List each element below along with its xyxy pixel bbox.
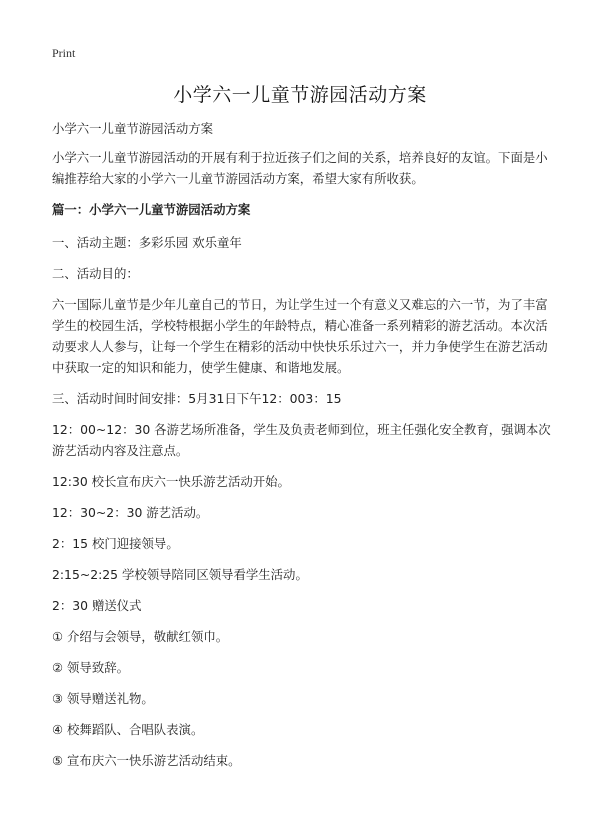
section-heading: 篇一：小学六一儿童节游园活动方案: [52, 202, 251, 217]
schedule-item: 12:30 校长宣布庆六一快乐游艺活动开始。: [52, 474, 290, 489]
schedule-item: 12：30~2：30 游艺活动。: [52, 505, 209, 520]
schedule-item: 2：15 校门迎接领导。: [52, 536, 179, 551]
theme-line: 一、活动主题：多彩乐园 欢乐童年: [52, 235, 242, 250]
page-title: 小学六一儿童节游园活动方案: [173, 84, 427, 106]
document-body: [52, 118, 552, 781]
purpose-heading: 二、活动目的：: [52, 266, 139, 281]
ceremony-item: ⑤ 宣布庆六一快乐游艺活动结束。: [52, 753, 241, 768]
print-label: Print: [52, 46, 76, 60]
ceremony-item: ① 介绍与会领导，敬献红领巾。: [52, 629, 229, 644]
schedule-heading: 三、活动时间时间安排：5月31日下午12：003：15: [52, 391, 342, 406]
subtitle: 小学六一儿童节游园活动方案: [52, 121, 214, 136]
ceremony-item: ④ 校舞蹈队、合唱队表演。: [52, 722, 204, 737]
ceremony-item: ③ 领导赠送礼物。: [52, 691, 154, 706]
intro-paragraph: 小学六一儿童节游园活动的开展有利于拉近孩子们之间的关系，培养良好的友谊。下面是小编推荐给大家的小学六一儿童节游园活动方案，希望大家有所收获。: [52, 150, 548, 186]
schedule-item: 2:15~2:25 学校领导陪同区领导看学生活动。: [52, 567, 308, 582]
schedule-item: 2：30 赠送仪式: [52, 598, 142, 613]
ceremony-item: ② 领导致辞。: [52, 660, 129, 675]
schedule-item: 12：00~12：30 各游艺场所准备，学生及负责老师到位，班主任强化安全教育，强调本次游艺活动内容及注意点。: [52, 422, 551, 458]
purpose-paragraph: 六一国际儿童节是少年儿童自己的节日，为让学生过一个有意义又难忘的六一节，为了丰富学生的校园生活，学校特根据小学生的年龄特点，精心准备一系列精彩的游艺活动。本次活动要求人人参与，让每一个学生在精彩的活动中快快乐乐过六一，并力争使学生在游艺活动中获取一定的知识和能力，使学生健康、和谐地发展。: [52, 297, 548, 375]
